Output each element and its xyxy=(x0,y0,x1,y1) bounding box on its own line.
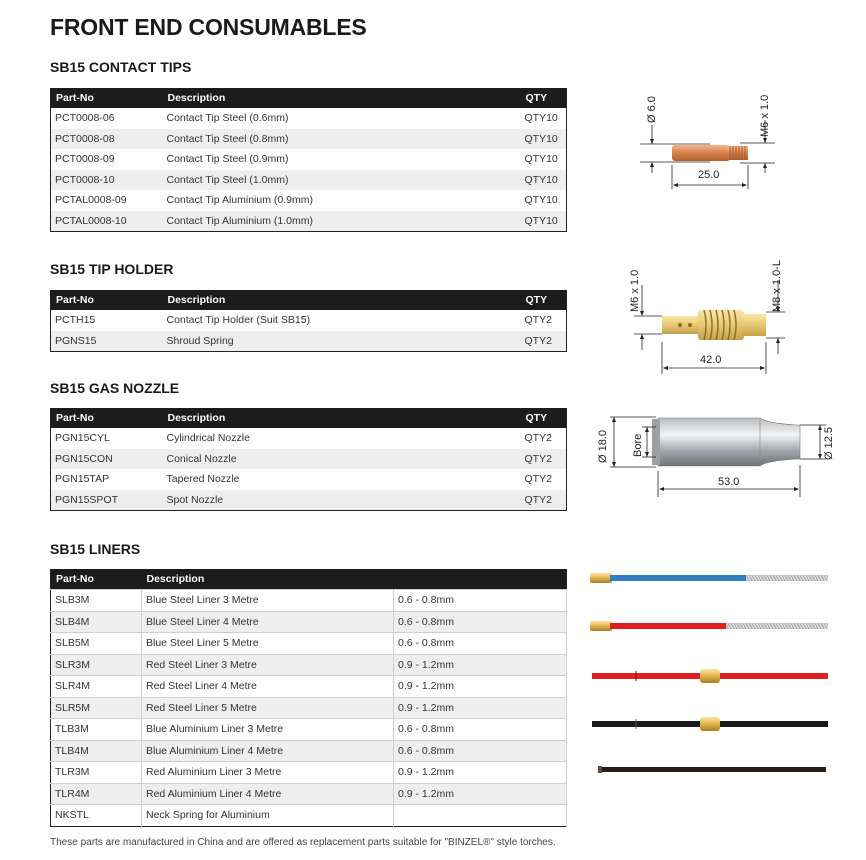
cell-description: Contact Tip Holder (Suit SB15) xyxy=(163,310,521,331)
cell-qty: QTY10 xyxy=(521,211,567,232)
table-row xyxy=(51,129,567,150)
cell-size: 0.9 - 1.2mm xyxy=(394,654,567,676)
cell-qty: QTY10 xyxy=(521,108,567,129)
cell-part-no: PGN15CYL xyxy=(51,428,163,449)
cell-qty: QTY2 xyxy=(521,331,567,352)
table-row xyxy=(51,149,567,170)
liner-red-aluminium-image xyxy=(592,669,828,683)
col-header-part-no: Part-No xyxy=(51,569,142,590)
cell-qty: QTY10 xyxy=(521,129,567,150)
cell-part-no: SLB4M xyxy=(51,611,142,633)
col-header-description: Description xyxy=(163,408,521,428)
cell-qty: QTY2 xyxy=(521,490,567,511)
gas-nozzle-diagram xyxy=(590,405,860,500)
gas-nozzle-table xyxy=(50,408,567,511)
cell-part-no: TLB3M xyxy=(51,719,142,741)
cell-description: Spot Nozzle xyxy=(163,490,521,511)
cell-description: Contact Tip Steel (0.8mm) xyxy=(163,129,521,150)
table-row xyxy=(51,762,567,784)
tip-holder-image xyxy=(662,310,766,340)
cell-part-no: PCT0008-09 xyxy=(51,149,163,170)
table-row xyxy=(51,469,567,490)
cell-description: Red Steel Liner 5 Metre xyxy=(142,697,394,719)
cell-description: Contact Tip Aluminium (0.9mm) xyxy=(163,190,521,211)
section-heading-tip-holder: SB15 TIP HOLDER xyxy=(50,261,174,277)
footnote: These parts are manufactured in China and are offered as replacement parts suitable for "BINZEL®" style torches. xyxy=(50,837,556,848)
cell-description: Blue Aluminium Liner 3 Metre xyxy=(142,719,394,741)
cell-description: Contact Tip Steel (1.0mm) xyxy=(163,170,521,191)
dim-left-thread-label: M6 x 1.0 xyxy=(629,269,641,312)
col-header-size xyxy=(394,569,567,590)
cell-description: Contact Tip Steel (0.6mm) xyxy=(163,108,521,129)
cell-part-no: PGN15CON xyxy=(51,449,163,470)
cell-description: Blue Aluminium Liner 4 Metre xyxy=(142,740,394,762)
dim-outer-diameter-label: Ø 18.0 xyxy=(597,429,609,463)
table-header-row xyxy=(51,569,567,590)
table-row xyxy=(51,805,567,827)
cell-size: 0.6 - 0.8mm xyxy=(394,590,567,612)
table-row xyxy=(51,654,567,676)
section-heading-liners: SB15 LINERS xyxy=(50,541,141,557)
dim-length-label: 53.0 xyxy=(718,476,740,488)
cell-description: Neck Spring for Aluminium xyxy=(142,805,394,827)
table-row xyxy=(51,676,567,698)
cell-part-no: TLR4M xyxy=(51,783,142,805)
contact-tip-diagram xyxy=(600,85,850,195)
table-row xyxy=(51,108,567,129)
cell-size: 0.9 - 1.2mm xyxy=(394,697,567,719)
dim-length-label: 25.0 xyxy=(698,169,720,181)
section-heading-gas-nozzle: SB15 GAS NOZZLE xyxy=(50,380,180,396)
contact-tips-table xyxy=(50,88,567,232)
liners-image xyxy=(588,565,833,780)
dim-right-thread-label: M8 x 1.0-L xyxy=(771,260,783,312)
cell-part-no: SLR3M xyxy=(51,654,142,676)
col-header-description: Description xyxy=(142,569,394,590)
cell-size: 0.6 - 0.8mm xyxy=(394,611,567,633)
cell-size: 0.9 - 1.2mm xyxy=(394,762,567,784)
cell-description: Red Aluminium Liner 3 Metre xyxy=(142,762,394,784)
col-header-qty: QTY xyxy=(521,290,567,310)
cell-description: Blue Steel Liner 5 Metre xyxy=(142,633,394,655)
col-header-description: Description xyxy=(163,88,521,108)
table-header-row xyxy=(51,290,567,310)
cell-qty: QTY10 xyxy=(521,149,567,170)
col-header-part-no: Part-No xyxy=(51,290,163,310)
table-row xyxy=(51,310,567,331)
table-row xyxy=(51,719,567,741)
cell-part-no: SLB5M xyxy=(51,633,142,655)
table-row xyxy=(51,740,567,762)
cell-qty: QTY2 xyxy=(521,428,567,449)
cell-description: Red Aluminium Liner 4 Metre xyxy=(142,783,394,805)
cell-description: Conical Nozzle xyxy=(163,449,521,470)
cell-description: Blue Steel Liner 3 Metre xyxy=(142,590,394,612)
cell-part-no: SLB3M xyxy=(51,590,142,612)
cell-part-no: TLB4M xyxy=(51,740,142,762)
cell-part-no: PCT0008-08 xyxy=(51,129,163,150)
cell-part-no: TLR3M xyxy=(51,762,142,784)
table-header-row xyxy=(51,408,567,428)
cell-part-no: PGN15TAP xyxy=(51,469,163,490)
dim-length-label: 42.0 xyxy=(700,354,722,366)
cell-part-no: PCTH15 xyxy=(51,310,163,331)
cell-qty: QTY10 xyxy=(521,190,567,211)
cell-part-no: PCT0008-10 xyxy=(51,170,163,191)
cell-size xyxy=(394,805,567,827)
cell-qty: QTY10 xyxy=(521,170,567,191)
cell-description: Red Steel Liner 3 Metre xyxy=(142,654,394,676)
table-row xyxy=(51,170,567,191)
col-header-part-no: Part-No xyxy=(51,408,163,428)
liners-table xyxy=(50,569,567,827)
cell-qty: QTY2 xyxy=(521,449,567,470)
cell-description: Blue Steel Liner 4 Metre xyxy=(142,611,394,633)
liner-blue-aluminium-image xyxy=(592,717,828,731)
cell-part-no: PCTAL0008-09 xyxy=(51,190,163,211)
section-heading-contact-tips: SB15 CONTACT TIPS xyxy=(50,59,192,75)
cell-description: Contact Tip Steel (0.9mm) xyxy=(163,149,521,170)
neck-spring-image xyxy=(598,766,826,773)
liner-red-steel-image xyxy=(590,621,828,631)
cell-size: 0.6 - 0.8mm xyxy=(394,719,567,741)
col-header-part-no: Part-No xyxy=(51,88,163,108)
table-row xyxy=(51,428,567,449)
cell-size: 0.9 - 1.2mm xyxy=(394,676,567,698)
cell-part-no: SLR5M xyxy=(51,697,142,719)
cell-part-no: PCT0008-06 xyxy=(51,108,163,129)
gas-nozzle-image xyxy=(652,418,800,466)
cell-part-no: PGN15SPOT xyxy=(51,490,163,511)
cell-part-no: PCTAL0008-10 xyxy=(51,211,163,232)
dim-thread-label: M6 x 1.0 xyxy=(759,94,771,137)
table-row xyxy=(51,590,567,612)
col-header-qty: QTY xyxy=(521,408,567,428)
table-header-row xyxy=(51,88,567,108)
contact-tip-image xyxy=(672,145,748,161)
table-row xyxy=(51,449,567,470)
cell-description: Contact Tip Aluminium (1.0mm) xyxy=(163,211,521,232)
table-row xyxy=(51,211,567,232)
table-row xyxy=(51,331,567,352)
table-row xyxy=(51,611,567,633)
tip-holder-table xyxy=(50,290,567,352)
cell-description: Shroud Spring xyxy=(163,331,521,352)
table-row xyxy=(51,190,567,211)
dim-diameter-label: Ø 6.0 xyxy=(646,96,658,123)
table-row xyxy=(51,633,567,655)
dim-bore-label: Bore xyxy=(632,433,644,457)
liner-blue-steel-image xyxy=(590,573,828,583)
cell-description: Cylindrical Nozzle xyxy=(163,428,521,449)
page-title: FRONT END CONSUMABLES xyxy=(50,14,367,40)
cell-description: Red Steel Liner 4 Metre xyxy=(142,676,394,698)
cell-part-no: SLR4M xyxy=(51,676,142,698)
cell-size: 0.6 - 0.8mm xyxy=(394,740,567,762)
table-row xyxy=(51,697,567,719)
cell-description: Tapered Nozzle xyxy=(163,469,521,490)
table-row xyxy=(51,490,567,511)
cell-size: 0.9 - 1.2mm xyxy=(394,783,567,805)
tip-holder-diagram xyxy=(620,250,850,380)
col-header-description: Description xyxy=(163,290,521,310)
col-header-qty: QTY xyxy=(521,88,567,108)
cell-part-no: PGNS15 xyxy=(51,331,163,352)
table-row xyxy=(51,783,567,805)
dim-tip-diameter-label: Ø 12.5 xyxy=(823,426,835,460)
cell-qty: QTY2 xyxy=(521,310,567,331)
cell-qty: QTY2 xyxy=(521,469,567,490)
cell-part-no: NKSTL xyxy=(51,805,142,827)
cell-size: 0.6 - 0.8mm xyxy=(394,633,567,655)
